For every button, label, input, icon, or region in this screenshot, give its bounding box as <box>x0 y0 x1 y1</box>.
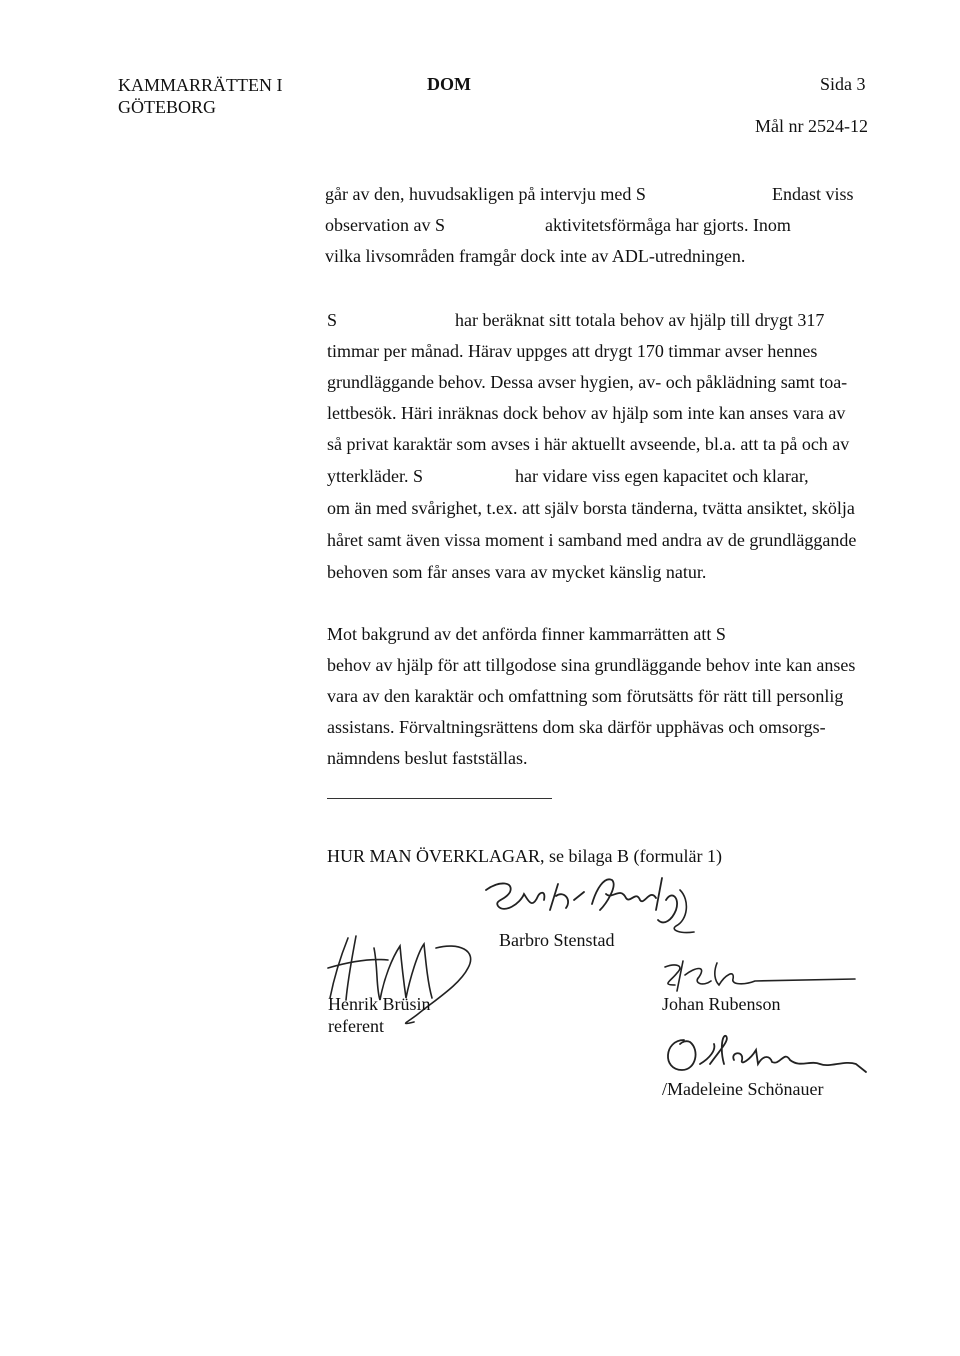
signature-madeleine-schonauer <box>660 1030 880 1080</box>
para2-line2: timmar per månad. Härav uppges att drygt 170 timmar avser hennes <box>327 341 818 361</box>
page-number: Sida 3 <box>820 74 866 94</box>
para1-line3: vilka livsområden framgår dock inte av ADL-utredningen. <box>325 246 746 266</box>
signature-name-barbro-stenstad: Barbro Stenstad <box>499 930 615 950</box>
signature-johan-rubenson <box>655 955 865 995</box>
para1-line2a: observation av S <box>325 215 445 235</box>
para1-line1a: går av den, huvudsakligen på intervju med S <box>325 184 646 204</box>
para2-line1a: S <box>327 310 338 330</box>
case-number: Mål nr 2524-12 <box>755 116 868 136</box>
court-name-line2: GÖTEBORG <box>118 97 216 117</box>
para3-line3: vara av den karaktär och omfattning som förutsätts för rätt till personlig <box>327 686 844 706</box>
signature-name-madeleine-schonauer: /Madeleine Schönauer <box>662 1079 824 1099</box>
para3-line1: Mot bakgrund av det anförda finner kammarrätten att S <box>327 624 726 644</box>
para3-line5: nämndens beslut fastställas. <box>327 748 528 768</box>
para1-line1b: Endast viss <box>772 184 854 204</box>
para1-line2b: aktivitetsförmåga har gjorts. Inom <box>545 215 791 235</box>
signature-name-henrik-brusin: Henrik Brüsin <box>328 994 431 1014</box>
para2-line6a: ytterkläder. S <box>327 466 423 486</box>
court-name <box>118 74 283 118</box>
para3-line2: behov av hjälp för att tillgodose sina grundläggande behov inte kan anses <box>327 655 856 675</box>
appeal-instructions: HUR MAN ÖVERKLAGAR, se bilaga B (formulär 1) <box>327 846 722 866</box>
para2-line7: om än med svårighet, t.ex. att själv borsta tänderna, tvätta ansiktet, skölja <box>327 498 855 518</box>
para2-line4: lettbesök. Häri inräknas dock behov av hjälp som inte kan anses vara av <box>327 403 846 423</box>
referent-label: referent <box>328 1016 384 1036</box>
para3-line4: assistans. Förvaltningsrättens dom ska därför upphävas och omsorgs- <box>327 717 826 737</box>
para2-line5: så privat karaktär som avses i här aktuellt avseende, bl.a. att ta på och av <box>327 434 850 454</box>
court-name-line1: KAMMARRÄTTEN I <box>118 75 283 95</box>
para2-line1b: har beräknat sitt totala behov av hjälp till drygt 317 <box>455 310 825 330</box>
para2-line3: grundläggande behov. Dessa avser hygien, av- och påklädning samt toa- <box>327 372 848 392</box>
para2-line8: håret samt även vissa moment i samband med andra av de grundläggande <box>327 530 857 550</box>
document-type: DOM <box>427 74 471 94</box>
signature-name-johan-rubenson: Johan Rubenson <box>662 994 781 1014</box>
para2-line9: behoven som får anses vara av mycket känslig natur. <box>327 562 707 582</box>
section-divider <box>327 798 552 799</box>
para2-line6b: har vidare viss egen kapacitet och klarar, <box>515 466 809 486</box>
